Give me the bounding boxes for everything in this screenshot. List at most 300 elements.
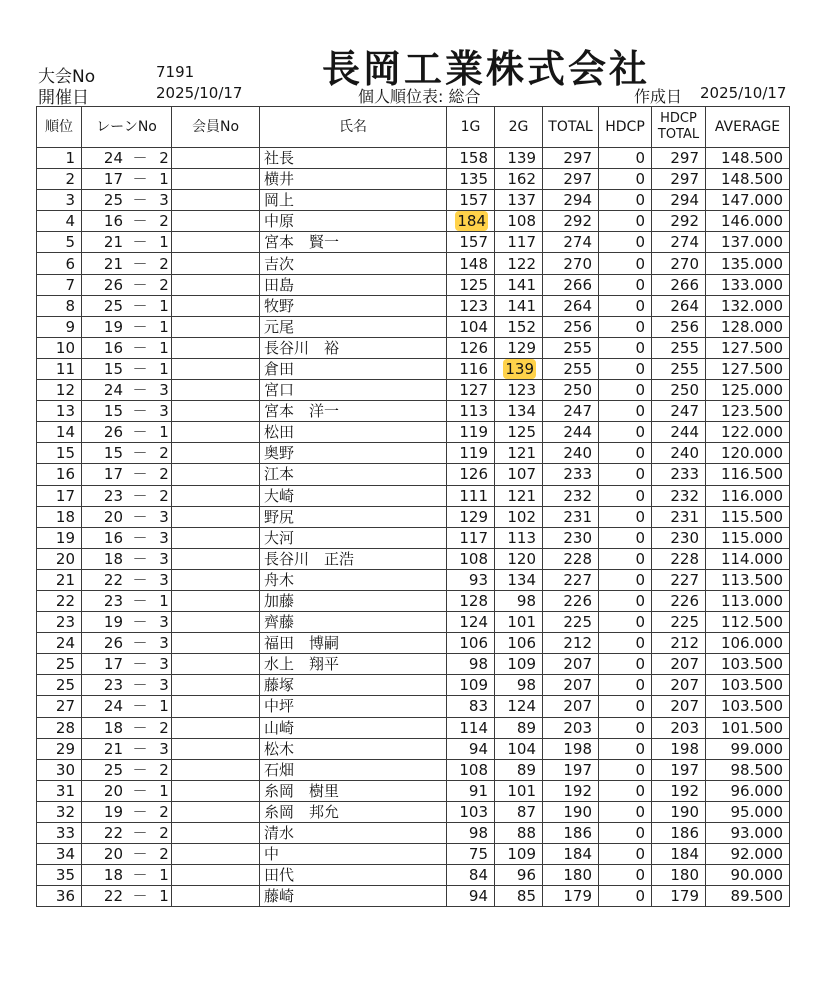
average-cell: 123.500 (706, 401, 790, 422)
name-cell: 横井 (260, 169, 447, 190)
average-cell: 147.000 (706, 190, 790, 211)
lane-dash: － (132, 381, 148, 400)
lane-position: 1 (159, 317, 169, 336)
table-row (37, 211, 790, 232)
total-cell: 197 (543, 759, 599, 780)
lane-position: 1 (159, 170, 169, 189)
hdcp-cell: 0 (599, 506, 652, 527)
table-row (37, 717, 790, 738)
total-cell: 225 (543, 612, 599, 633)
lane-position: 2 (159, 824, 169, 843)
lane-cell (82, 612, 172, 633)
lane-dash: － (132, 655, 148, 674)
member-no-cell (172, 380, 260, 401)
average-cell: 114.000 (706, 548, 790, 569)
lane-cell (82, 380, 172, 401)
hdcp-cell: 0 (599, 169, 652, 190)
total-cell: 247 (543, 401, 599, 422)
table-row (37, 274, 790, 295)
member-no-cell (172, 759, 260, 780)
game2-cell: 85 (495, 886, 543, 907)
game2-cell: 139 (495, 148, 543, 169)
total-cell: 232 (543, 485, 599, 506)
table-row (37, 633, 790, 654)
table-row (37, 422, 790, 443)
hdcp-total-cell: 179 (652, 886, 706, 907)
rank-cell: 9 (37, 316, 82, 337)
average-cell: 115.000 (706, 527, 790, 548)
average-cell: 115.500 (706, 506, 790, 527)
table-row (37, 569, 790, 590)
lane-position: 2 (159, 465, 169, 484)
average-cell: 113.500 (706, 569, 790, 590)
hdcp-total-cell: 240 (652, 443, 706, 464)
table-row (37, 548, 790, 569)
hdcp-cell: 0 (599, 232, 652, 253)
lane-position: 3 (159, 507, 169, 526)
hdcp-total-cell: 207 (652, 696, 706, 717)
name-cell: 田島 (260, 274, 447, 295)
game2-cell: 107 (495, 464, 543, 485)
hdcp-cell: 0 (599, 633, 652, 654)
game2-cell: 98 (495, 675, 543, 696)
hdcp-cell: 0 (599, 548, 652, 569)
member-no-cell (172, 295, 260, 316)
lane-dash: － (132, 824, 148, 843)
hdcp-total-cell: 255 (652, 358, 706, 379)
table-header-row (37, 107, 790, 148)
lane-dash: － (132, 296, 148, 315)
table-row (37, 485, 790, 506)
hdcp-cell: 0 (599, 590, 652, 611)
lane-position: 2 (159, 760, 169, 779)
hdcp-cell: 0 (599, 253, 652, 274)
lane-number: 26 (103, 634, 123, 653)
lane-cell (82, 148, 172, 169)
hdcp-total-cell: 203 (652, 717, 706, 738)
lane-number: 25 (103, 760, 123, 779)
lane-cell (82, 337, 172, 358)
rank-cell: 20 (37, 548, 82, 569)
report-type-label: 個人順位表 (358, 87, 439, 106)
lane-position: 3 (159, 613, 169, 632)
rank-cell: 28 (37, 717, 82, 738)
game1-cell (447, 211, 495, 232)
lane-dash: － (132, 444, 148, 463)
lane-cell (82, 675, 172, 696)
hdcp-total-cell: 228 (652, 548, 706, 569)
highlight-marker: 184 (457, 212, 486, 231)
name-cell: 江本 (260, 464, 447, 485)
lane-position: 1 (159, 697, 169, 716)
lane-cell (82, 169, 172, 190)
rank-cell: 2 (37, 169, 82, 190)
game2-cell: 87 (495, 801, 543, 822)
game1-cell: 109 (447, 675, 495, 696)
member-no-cell (172, 190, 260, 211)
total-cell: 250 (543, 380, 599, 401)
lane-number: 22 (103, 570, 123, 589)
lane-position: 2 (159, 802, 169, 821)
rank-cell: 3 (37, 190, 82, 211)
lane-position: 1 (159, 296, 169, 315)
table-row (37, 865, 790, 886)
total-cell: 212 (543, 633, 599, 654)
lane-number: 20 (103, 781, 123, 800)
game1-cell: 91 (447, 780, 495, 801)
lane-dash: － (132, 149, 148, 168)
member-no-cell (172, 337, 260, 358)
lane-position: 3 (159, 570, 169, 589)
table-row (37, 295, 790, 316)
game1-cell: 106 (447, 633, 495, 654)
hdcp-total-cell: 231 (652, 506, 706, 527)
lane-cell (82, 569, 172, 590)
hdcp-cell: 0 (599, 654, 652, 675)
rank-cell: 7 (37, 274, 82, 295)
lane-number: 24 (103, 149, 123, 168)
game2-cell: 113 (495, 527, 543, 548)
member-no-cell (172, 612, 260, 633)
rank-cell: 23 (37, 612, 82, 633)
hdcp-cell: 0 (599, 190, 652, 211)
average-cell: 122.000 (706, 422, 790, 443)
rank-cell: 35 (37, 865, 82, 886)
lane-cell (82, 506, 172, 527)
lane-cell (82, 443, 172, 464)
lane-position: 3 (159, 528, 169, 547)
average-cell: 148.500 (706, 148, 790, 169)
name-cell: 藤崎 (260, 886, 447, 907)
rank-cell: 25 (37, 654, 82, 675)
name-cell: 大崎 (260, 485, 447, 506)
lane-cell (82, 780, 172, 801)
lane-cell (82, 886, 172, 907)
lane-position: 1 (159, 887, 169, 906)
hdcp-total-cell: 256 (652, 316, 706, 337)
member-no-cell (172, 316, 260, 337)
report-type-value: 総合 (448, 87, 481, 106)
average-cell: 116.000 (706, 485, 790, 506)
name-cell: 宮口 (260, 380, 447, 401)
game2-cell: 123 (495, 380, 543, 401)
hdcp-cell: 0 (599, 527, 652, 548)
name-cell: 倉田 (260, 358, 447, 379)
lane-cell (82, 844, 172, 865)
game1-cell: 84 (447, 865, 495, 886)
game2-cell: 121 (495, 443, 543, 464)
lane-position: 1 (159, 359, 169, 378)
table-row (37, 696, 790, 717)
table-row (37, 337, 790, 358)
game2-cell: 104 (495, 738, 543, 759)
lane-cell (82, 738, 172, 759)
name-cell: 大河 (260, 527, 447, 548)
name-cell: 長谷川 正浩 (260, 548, 447, 569)
game2-cell: 134 (495, 401, 543, 422)
hdcp-total-cell: 212 (652, 633, 706, 654)
lane-dash: － (132, 697, 148, 716)
average-cell: 112.500 (706, 612, 790, 633)
lane-dash: － (132, 233, 148, 252)
report-separator: : (438, 87, 444, 106)
hdcp-total-cell: 207 (652, 675, 706, 696)
hdcp-cell: 0 (599, 148, 652, 169)
member-no-cell (172, 232, 260, 253)
member-no-cell (172, 780, 260, 801)
lane-number: 23 (103, 676, 123, 695)
lane-dash: － (132, 402, 148, 421)
table-row (37, 358, 790, 379)
average-cell: 103.500 (706, 696, 790, 717)
ranking-table (36, 106, 790, 907)
lane-dash: － (132, 212, 148, 231)
lane-number: 19 (103, 613, 123, 632)
game2-cell (495, 358, 543, 379)
name-cell: 奥野 (260, 443, 447, 464)
member-no-cell (172, 675, 260, 696)
lane-position: 3 (159, 549, 169, 568)
total-cell: 179 (543, 886, 599, 907)
lane-number: 17 (103, 170, 123, 189)
rank-cell: 31 (37, 780, 82, 801)
company-title: 長岡工業株式会社 (322, 47, 651, 91)
col-header-hdcp: HDCP (599, 107, 652, 148)
col-header-game1: 1G (447, 107, 495, 148)
rank-cell: 22 (37, 590, 82, 611)
game1-cell: 125 (447, 274, 495, 295)
hdcp-total-cell: 207 (652, 654, 706, 675)
name-cell: 宮本 洋一 (260, 401, 447, 422)
hdcp-cell: 0 (599, 274, 652, 295)
total-cell: 184 (543, 844, 599, 865)
name-cell: 元尾 (260, 316, 447, 337)
hdcp-cell: 0 (599, 295, 652, 316)
table-row (37, 801, 790, 822)
lane-number: 15 (103, 402, 123, 421)
held-date-value: 2025/10/17 (156, 84, 243, 102)
hdcp-cell: 0 (599, 780, 652, 801)
hdcp-cell: 0 (599, 485, 652, 506)
member-no-cell (172, 358, 260, 379)
member-no-cell (172, 401, 260, 422)
table-row (37, 169, 790, 190)
total-cell: 207 (543, 696, 599, 717)
hdcp-total-cell: 232 (652, 485, 706, 506)
lane-number: 16 (103, 212, 123, 231)
lane-number: 19 (103, 317, 123, 336)
member-no-cell (172, 801, 260, 822)
average-cell: 137.000 (706, 232, 790, 253)
total-cell: 227 (543, 569, 599, 590)
member-no-cell (172, 485, 260, 506)
average-cell: 148.500 (706, 169, 790, 190)
member-no-cell (172, 590, 260, 611)
member-no-cell (172, 148, 260, 169)
lane-position: 2 (159, 718, 169, 737)
lane-number: 18 (103, 718, 123, 737)
rank-cell: 34 (37, 844, 82, 865)
lane-cell (82, 527, 172, 548)
game1-cell: 94 (447, 886, 495, 907)
lane-dash: － (132, 486, 148, 505)
total-cell: 207 (543, 654, 599, 675)
average-cell: 101.500 (706, 717, 790, 738)
average-cell: 106.000 (706, 633, 790, 654)
game1-cell: 75 (447, 844, 495, 865)
name-cell: 宮本 賢一 (260, 232, 447, 253)
lane-position: 1 (159, 592, 169, 611)
hdcp-total-cell: 294 (652, 190, 706, 211)
game2-cell: 89 (495, 717, 543, 738)
lane-dash: － (132, 739, 148, 758)
average-cell: 128.000 (706, 316, 790, 337)
lane-position: 3 (159, 381, 169, 400)
lane-dash: － (132, 359, 148, 378)
game2-cell: 124 (495, 696, 543, 717)
lane-position: 2 (159, 254, 169, 273)
col-header-rank: 順位 (37, 107, 82, 148)
hdcp-total-cell: 264 (652, 295, 706, 316)
lane-position: 3 (159, 191, 169, 210)
lane-cell (82, 696, 172, 717)
game1-cell: 123 (447, 295, 495, 316)
lane-cell (82, 717, 172, 738)
lane-dash: － (132, 317, 148, 336)
tournament-no-value: 7191 (156, 63, 195, 81)
created-date-label: 作成日 (634, 87, 683, 106)
total-cell: 274 (543, 232, 599, 253)
game2-cell: 121 (495, 485, 543, 506)
table-row (37, 253, 790, 274)
lane-number: 26 (103, 275, 123, 294)
hdcp-cell: 0 (599, 401, 652, 422)
lane-number: 18 (103, 549, 123, 568)
total-cell: 266 (543, 274, 599, 295)
member-no-cell (172, 548, 260, 569)
lane-dash: － (132, 760, 148, 779)
hdcp-cell: 0 (599, 696, 652, 717)
table-row (37, 759, 790, 780)
game1-cell: 114 (447, 717, 495, 738)
average-cell: 93.000 (706, 823, 790, 844)
rank-cell: 1 (37, 148, 82, 169)
member-no-cell (172, 696, 260, 717)
name-cell: 中原 (260, 211, 447, 232)
total-cell: 233 (543, 464, 599, 485)
lane-position: 1 (159, 781, 169, 800)
member-no-cell (172, 738, 260, 759)
game1-cell: 119 (447, 422, 495, 443)
average-cell: 132.000 (706, 295, 790, 316)
rank-cell: 16 (37, 464, 82, 485)
name-cell: 松木 (260, 738, 447, 759)
average-cell: 103.500 (706, 675, 790, 696)
lane-number: 21 (103, 233, 123, 252)
member-no-cell (172, 633, 260, 654)
game2-cell: 117 (495, 232, 543, 253)
rank-cell: 21 (37, 569, 82, 590)
highlight-marker: 139 (505, 359, 534, 378)
game2-cell: 102 (495, 506, 543, 527)
lane-cell (82, 190, 172, 211)
total-cell: 255 (543, 337, 599, 358)
hdcp-cell: 0 (599, 844, 652, 865)
game1-cell: 157 (447, 232, 495, 253)
hdcp-cell: 0 (599, 422, 652, 443)
game1-cell: 98 (447, 823, 495, 844)
member-no-cell (172, 886, 260, 907)
game1-cell: 128 (447, 590, 495, 611)
total-cell: 255 (543, 358, 599, 379)
table-row (37, 844, 790, 865)
hdcp-cell: 0 (599, 738, 652, 759)
name-cell: 長谷川 裕 (260, 337, 447, 358)
game2-cell: 125 (495, 422, 543, 443)
total-cell: 190 (543, 801, 599, 822)
lane-position: 2 (159, 444, 169, 463)
lane-cell (82, 422, 172, 443)
hdcp-total-cell: 180 (652, 865, 706, 886)
table-row (37, 148, 790, 169)
game1-cell: 108 (447, 548, 495, 569)
lane-dash: － (132, 866, 148, 885)
lane-number: 16 (103, 528, 123, 547)
game1-cell: 148 (447, 253, 495, 274)
lane-cell (82, 823, 172, 844)
hdcp-total-cell: 250 (652, 380, 706, 401)
lane-number: 20 (103, 507, 123, 526)
lane-number: 15 (103, 359, 123, 378)
name-cell: 中坪 (260, 696, 447, 717)
lane-cell (82, 865, 172, 886)
total-cell: 240 (543, 443, 599, 464)
average-cell: 99.000 (706, 738, 790, 759)
table-row (37, 190, 790, 211)
name-cell: 野尻 (260, 506, 447, 527)
member-no-cell (172, 422, 260, 443)
total-cell: 230 (543, 527, 599, 548)
lane-position: 2 (159, 275, 169, 294)
name-cell: 山崎 (260, 717, 447, 738)
total-cell: 294 (543, 190, 599, 211)
hdcp-total-cell: 230 (652, 527, 706, 548)
game2-cell: 98 (495, 590, 543, 611)
hdcp-total-cell: 198 (652, 738, 706, 759)
game2-cell: 108 (495, 211, 543, 232)
hdcp-total-cell: 186 (652, 823, 706, 844)
name-cell: 牧野 (260, 295, 447, 316)
lane-number: 25 (103, 191, 123, 210)
lane-dash: － (132, 634, 148, 653)
lane-cell (82, 485, 172, 506)
lane-number: 23 (103, 486, 123, 505)
total-cell: 186 (543, 823, 599, 844)
col-header-total: TOTAL (543, 107, 599, 148)
hdcp-total-cell: 184 (652, 844, 706, 865)
average-cell: 90.000 (706, 865, 790, 886)
game1-cell: 126 (447, 464, 495, 485)
lane-number: 23 (103, 592, 123, 611)
lane-cell (82, 358, 172, 379)
table-row (37, 316, 790, 337)
lane-dash: － (132, 465, 148, 484)
table-body (37, 148, 790, 907)
total-cell: 231 (543, 506, 599, 527)
lane-number: 26 (103, 423, 123, 442)
lane-dash: － (132, 802, 148, 821)
hdcp-total-cell: 226 (652, 590, 706, 611)
